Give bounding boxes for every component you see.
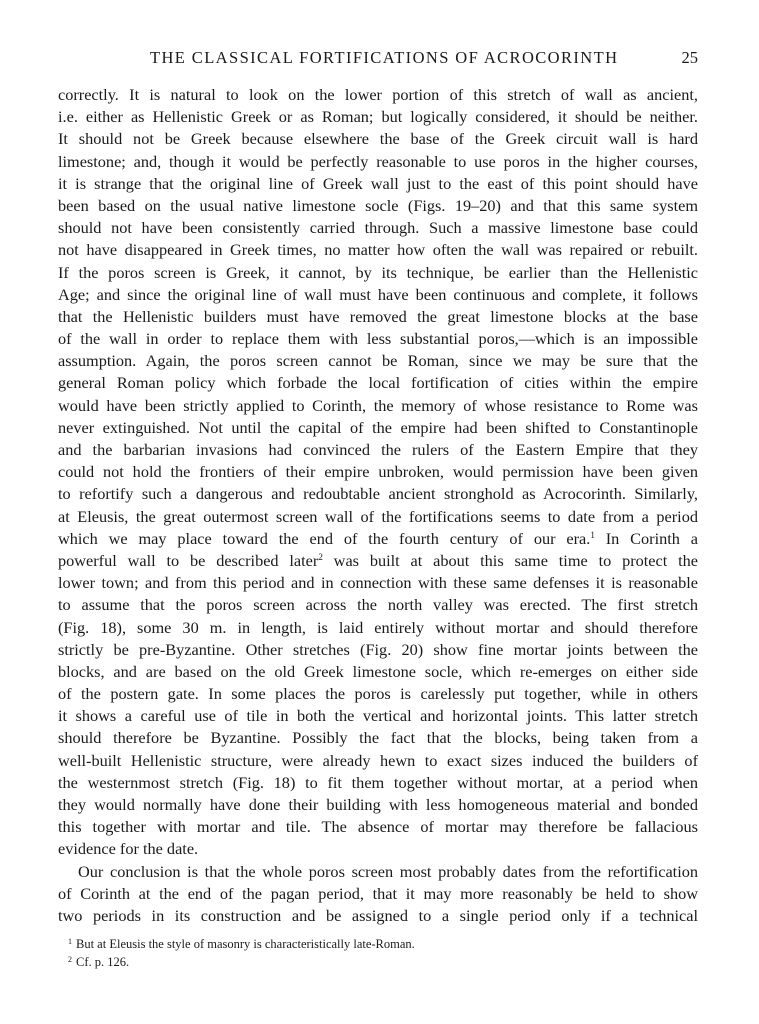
text-line: limestone; and, though it would be perfectly reasonable to use poros in the higher courses, (58, 151, 698, 171)
text-line: the westernmost stretch (Fig. 18) to fit them together without mortar, at a period when (58, 772, 698, 792)
line-text: powerful wall to be described later (58, 550, 319, 570)
text-line: at Eleusis, the great outermost screen wall of the fortifications seems to date from a period (58, 506, 698, 526)
footnote-ref-1[interactable]: 1 (590, 529, 595, 540)
footnote-ref-2[interactable]: 2 (318, 551, 323, 562)
text-line: would have been strictly applied to Corinth, the memory of whose resistance to Rome was (58, 395, 698, 415)
text-line: two periods in its construction and be assigned to a single period only if a technical (58, 905, 698, 925)
text-line-with-footnote (58, 550, 698, 572)
text-line: strictly be pre-Byzantine. Other stretches (Fig. 20) show fine mortar joints between the (58, 639, 698, 659)
text-line: i.e. either as Hellenistic Greek or as Roman; but logically considered, it should be neither. (58, 107, 698, 127)
line-tail: was built at about this same time to protect the (322, 550, 698, 570)
text-line: If the poros screen is Greek, it cannot, by its technique, be earlier than the Hellenistic (58, 262, 698, 282)
line-tail: In Corinth a (594, 528, 698, 548)
body-text (58, 84, 698, 927)
text-line: and the barbarian invasions had convinced the rulers of the Eastern Empire that they (58, 440, 698, 459)
text-line: general Roman policy which forbade the local fortification of cities within the empire (58, 373, 698, 393)
text-line: never extinguished. Not until the capital of the empire had been shifted to Constantinople (58, 417, 698, 437)
text-line: could not hold the frontiers of their empire unbroken, would permission have been given (58, 462, 698, 482)
text-line: evidence for the date. (58, 839, 199, 859)
text-line: not have disappeared in Greek times, no matter how often the wall was repaired or rebuilt. (58, 240, 698, 260)
text-line: should therefore be Byzantine. Possibly the fact that the blocks, being taken from a (58, 728, 698, 748)
text-line: it is strange that the original line of Greek wall just to the east of this point should have (58, 173, 698, 193)
running-head (58, 48, 698, 74)
text-line: Age; and since the original line of wall must have been continuous and complete, it follows (58, 284, 698, 304)
line-text: which we may place toward the end of the fourth century of our era. (58, 528, 591, 548)
text-line: of the wall in order to replace them with less substantial poros,—which is an impossible (58, 329, 698, 349)
text-line: to assume that the poros screen across the north valley was erected. The first stretch (58, 595, 698, 615)
text-line: correctly. It is natural to look on the lower portion of this stretch of wall as ancient, (58, 85, 698, 104)
footnote-text: But at Eleusis the style of masonry is characteristically late-Roman. (76, 937, 415, 952)
text-line: blocks, and are based on the old Greek limestone socle, which re-emerges on either side (58, 661, 698, 681)
footnote-2 (58, 953, 698, 971)
footnote-mark: 2 (68, 955, 72, 965)
text-line-with-footnote (58, 528, 698, 550)
page (58, 48, 698, 971)
text-line: assumption. Again, the poros screen cannot be Roman, since we may be sure that the (58, 351, 698, 371)
text-line: should not have been consistently carried through. Such a massive limestone base could (58, 218, 698, 238)
text-line: (Fig. 18), some 30 m. in length, is laid entirely without mortar and should therefore (58, 617, 698, 637)
footnote-mark: 1 (68, 937, 72, 947)
page-number: 25 (681, 48, 698, 67)
text-line: to refortify such a dangerous and redoubtable ancient stronghold as Acrocorinth. Similarly, (58, 484, 698, 504)
text-line: It should not be Greek because elsewhere the base of the Greek circuit wall is hard (58, 129, 698, 149)
text-line: Our conclusion is that the whole poros screen most probably dates from the refortification (78, 861, 698, 881)
text-line: it shows a careful use of tile in both the vertical and horizontal joints. This latter stretch (58, 706, 698, 726)
text-line: lower town; and from this period and in connection with these same defenses it is reasonable (58, 573, 698, 593)
footnote-text: Cf. p. 126. (76, 955, 130, 970)
text-line: they would normally have done their building with less homogeneous material and bonded (58, 795, 698, 814)
text-line: of the postern gate. In some places the poros is carelessly put together, while in others (58, 684, 698, 704)
text-line: that the Hellenistic builders must have removed the great limestone blocks at the base (58, 306, 698, 326)
running-title: THE CLASSICAL FORTIFICATIONS OF ACROCORINTH (150, 48, 619, 67)
text-line: of Corinth at the end of the pagan period, that it may more reasonably be held to show (58, 883, 698, 903)
footnotes (58, 935, 698, 971)
text-line: well-built Hellenistic structure, were already hewn to exact sizes induced the builders of (58, 750, 698, 770)
text-line: this together with mortar and tile. The absence of mortar may therefore be fallacious (58, 817, 698, 837)
footnote-1 (58, 935, 698, 953)
text-line: been based on the usual native limestone socle (Figs. 19–20) and that this same system (58, 195, 698, 215)
